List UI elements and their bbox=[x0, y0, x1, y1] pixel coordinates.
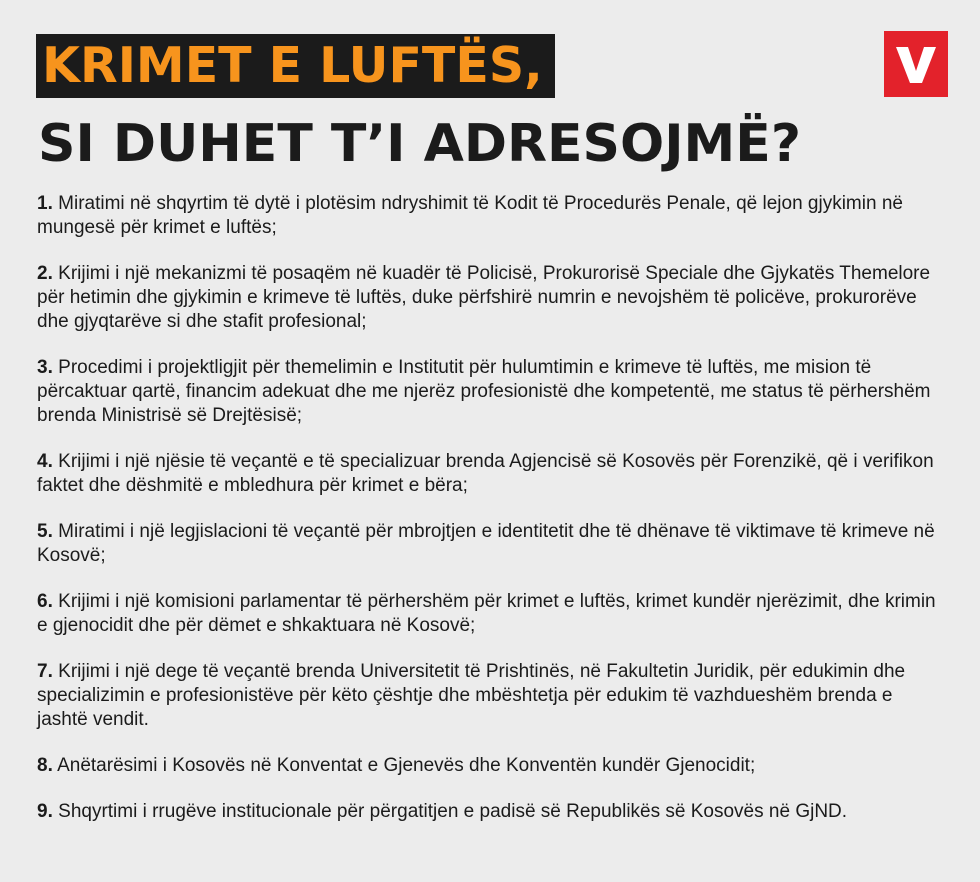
title-line-2: SI DUHET T’I ADRESOJMË? bbox=[38, 114, 801, 174]
item-number: 2. bbox=[37, 263, 53, 284]
item-number: 1. bbox=[37, 193, 53, 214]
item-text: Shqyrtimi i rrugëve institucionale për përgatitjen e padisë së Republikës së Kosovës në GjND. bbox=[58, 801, 848, 822]
item-text: Anëtarësimi i Kosovës në Konventat e Gjenevës dhe Konventën kundër Gjenocidit; bbox=[57, 755, 756, 776]
list-item bbox=[37, 192, 937, 240]
list-item bbox=[37, 754, 937, 778]
item-text: Krijimi i një mekanizmi të posaqëm në kuadër të Policisë, Prokurorisë Speciale dhe Gjykatës Themelore për hetimin dhe gjykimin e krimeve të luftës, duke përfshirë numrin e nevojshëm të policëve, prokurorëve dhe gjyqtarëve si dhe stafit profesional; bbox=[37, 263, 931, 332]
item-text: Krijimi i një dege të veçantë brenda Universitetit të Prishtinës, në Fakultetin Juridik, për edukimin dhe specializimin e profesionistëve për këto çështje dhe mbështetja për edukim të vazhdueshëm brenda e jashtë vendit. bbox=[37, 661, 906, 730]
list-item bbox=[37, 660, 937, 732]
item-text: Krijimi i një komisioni parlamentar të përhershëm për krimet e luftës, krimet kundër njerëzimit, dhe krimin e gjenocidit dhe për dëmet e shkaktuara në Kosovë; bbox=[37, 591, 936, 636]
list-item bbox=[37, 356, 937, 428]
v-logo-icon bbox=[884, 31, 948, 97]
list-item bbox=[37, 450, 937, 498]
item-number: 6. bbox=[37, 591, 53, 612]
brand-logo bbox=[884, 31, 948, 97]
list-item bbox=[37, 590, 937, 638]
list-item bbox=[37, 800, 937, 824]
recommendations-list bbox=[37, 192, 937, 846]
item-number: 7. bbox=[37, 661, 53, 682]
list-item bbox=[37, 262, 937, 334]
item-text: Procedimi i projektligjit për themelimin e Institutit për hulumtimin e krimeve të luftës, me mision të përcaktuar qartë, financim adekuat dhe me njerëz profesionistë dhe kompetentë, me status të përhershëm brenda Ministrisë së Drejtësisë; bbox=[37, 357, 931, 426]
item-number: 9. bbox=[37, 801, 53, 822]
title-line-1: KRIMET E LUFTËS, bbox=[36, 34, 555, 98]
item-number: 3. bbox=[37, 357, 53, 378]
list-item bbox=[37, 520, 937, 568]
item-text: Miratimi i një legjislacioni të veçantë për mbrojtjen e identitetit dhe të dhënave të viktimave të krimeve në Kosovë; bbox=[37, 521, 935, 566]
item-text: Miratimi në shqyrtim të dytë i plotësim ndryshimit të Kodit të Procedurës Penale, që lejon gjykimin në mungesë për krimet e luftës; bbox=[37, 193, 903, 238]
item-number: 8. bbox=[37, 755, 53, 776]
item-text: Krijimi i një njësie të veçantë e të specializuar brenda Agjencisë së Kosovës për Forenzikë, që i verifikon faktet dhe dëshmitë e mbledhura për krimet e bëra; bbox=[37, 451, 934, 496]
item-number: 4. bbox=[37, 451, 53, 472]
item-number: 5. bbox=[37, 521, 53, 542]
